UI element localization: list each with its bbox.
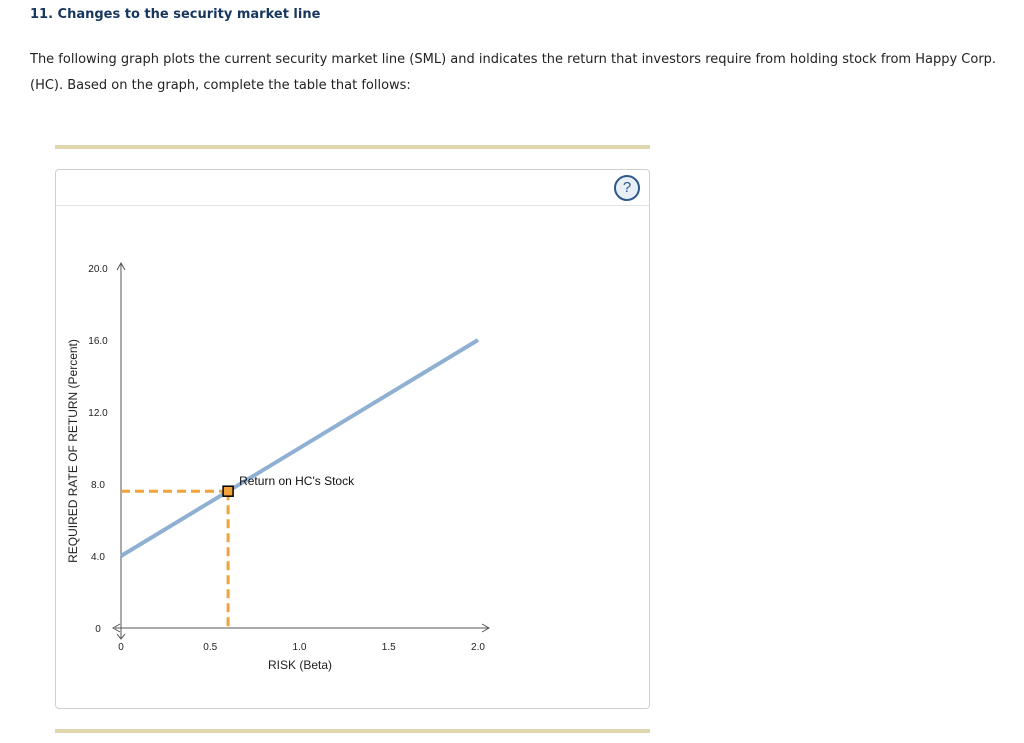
question-heading: 11. Changes to the security market line — [30, 7, 321, 22]
help-icon[interactable]: ? — [614, 175, 640, 201]
y-tick-label: 8.0 — [91, 480, 105, 491]
x-axis-title: RISK (Beta) — [267, 658, 333, 672]
x-tick-label: 0 — [118, 642, 124, 653]
x-tick-label: 2.0 — [471, 642, 485, 653]
y-tick-label: 12.0 — [88, 408, 108, 419]
chart-ticks — [88, 264, 485, 653]
hc-point-marker — [223, 486, 233, 496]
y-tick-label: 20.0 — [88, 264, 108, 275]
y-axis-title: REQUIRED RATE OF RETURN (Percent) — [66, 339, 80, 563]
x-tick-label: 0.5 — [203, 642, 218, 653]
chart-axes — [113, 263, 489, 639]
sml-line — [121, 340, 478, 556]
question-intro: The following graph plots the current security market line (SML) and indicates the return that investors require from holding stock from Happy Corp. (HC). Based on the graph, complete the table that follows: — [30, 52, 997, 93]
hc-point-label: Return on HC's Stock — [239, 474, 355, 489]
divider-bottom — [55, 729, 650, 733]
x-tick-label: 1.0 — [292, 642, 307, 653]
y-tick-label: 16.0 — [88, 336, 108, 347]
y-tick-label: 0 — [95, 624, 101, 635]
y-tick-label: 4.0 — [91, 552, 105, 563]
chart-marker-group — [121, 474, 355, 628]
x-tick-label: 1.5 — [381, 642, 396, 653]
chart-series — [121, 340, 478, 556]
